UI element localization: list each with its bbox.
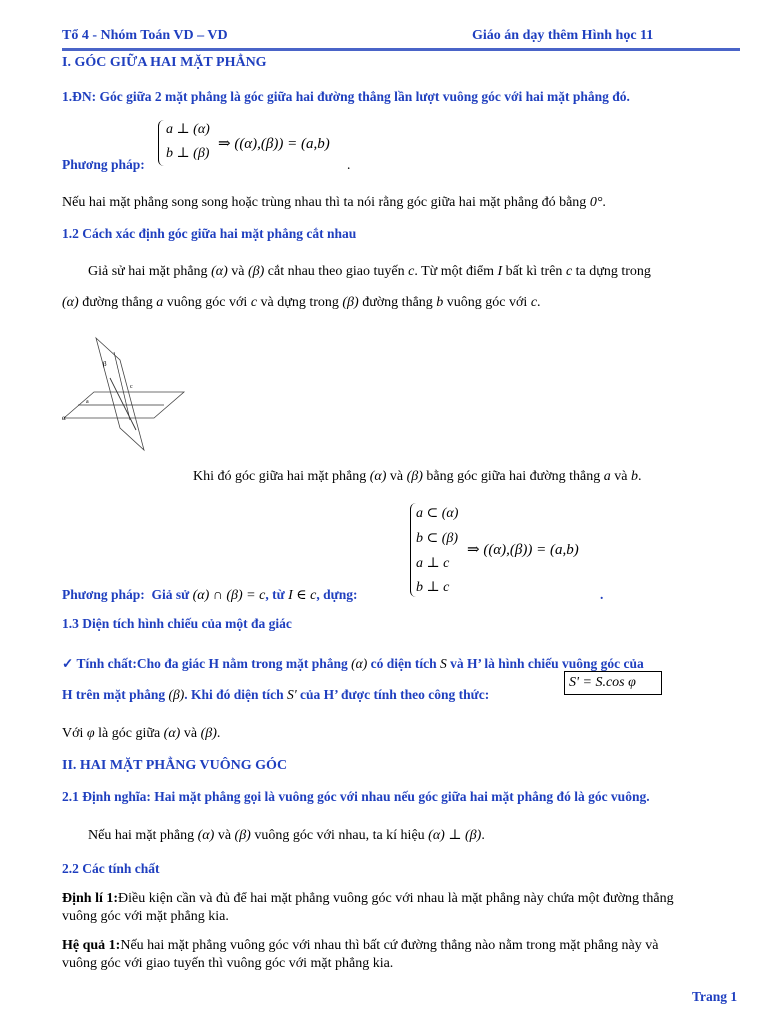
def-text: Nếu hai mặt phẳng [88,828,195,843]
property-text: có diện tích [370,656,437,671]
beta-symbol: (β) [168,687,185,702]
conclusion-text: bằng góc giữa hai đường thẳng [426,469,601,484]
with-text: Với [62,726,84,741]
line-c-symbol: c [408,264,415,279]
p12-text: bất kì trên [505,264,563,279]
property-line2 [62,687,489,703]
subsection-1-2-title: 1.2 Cách xác định góc giữa hai mặt phẳng cắt nhau [62,226,357,241]
corollary-1-line1: Nếu hai mặt phẳng vuông góc với nhau thì bất cứ đường thẳng nào nằm trong mặt phẳng này và [120,938,659,953]
perpendicular-def-line [88,827,485,844]
alpha-symbol: (α) [351,656,368,671]
area-s-symbol: S [439,656,447,671]
method2-text: , từ [265,587,285,602]
def-dot: . [481,828,485,843]
definition-2-1-title: 2.1 Định nghĩa: Hai mặt phẳng gọi là vuông góc với nhau nếu góc giữa hai mặt phẳng đó là góc vuông. [62,789,650,804]
beta-symbol: (β) [406,469,423,484]
line-a-symbol: a [156,295,164,310]
figure-label-alpha: α [62,414,66,422]
alpha-symbol: (α) [369,469,387,484]
method1-dot: . [347,157,351,172]
alpha-symbol: (α) [163,726,181,741]
system2-result: ⇒ ((α),(β)) = (a,b) [467,542,579,558]
p12-line2 [62,295,541,311]
with-dot: . [216,726,221,741]
area-s-prime-symbol: S' [287,687,297,702]
property-line1 [62,656,644,672]
p12-text: ta dựng trong [575,264,651,279]
method1-label: Phương pháp: [62,157,145,172]
conclusion-text: và [389,469,404,484]
property-text: Tính chất:Cho đa giác H nằm trong mặt phẳng [76,656,348,671]
header-rule [62,48,740,51]
perpendicular-notation: (α) ⊥ (β) [428,828,482,843]
p12-text: và dựng trong [260,295,339,310]
with-line [62,726,220,742]
property-text: của H’ được tính theo công thức: [300,687,490,702]
header-right: Giáo án dạy thêm Hình học 11 [472,28,654,43]
p12-text: . Từ một điểm [414,264,494,279]
method2-text: , dựng: [316,587,358,602]
point-i-symbol: I [497,264,503,279]
conclusion-text: Khi đó góc giữa hai mặt phẳng [193,469,367,484]
beta-symbol: (β) [200,726,217,741]
header-left: Tổ 4 - Nhóm Toán VD – VD [62,28,228,43]
point-on-c: I ∈ c [288,588,317,603]
line-b-symbol: b [436,295,444,310]
corollary-1-line2: vuông góc với giao tuyến thì vuông góc với mặt phẳng kia. [62,956,394,971]
theorem-1-line2: vuông góc với mặt phẳng kia. [62,909,229,924]
beta-symbol: (β) [234,828,251,843]
p12-text: đường thẳng [362,295,433,310]
beta-symbol: (β) [342,295,359,310]
line-a-symbol: a [603,469,611,484]
conclusion-dot: . [637,469,642,484]
p12-text: vuông góc với [166,295,248,310]
conclusion-line [193,469,641,485]
subsection-2-2-title: 2.2 Các tính chất [62,861,160,876]
p12-line1 [88,264,651,280]
conclusion-text: và [614,469,628,484]
line-c-symbol: c [530,295,538,310]
beta-symbol: (β) [247,264,265,279]
line-c-symbol: c [565,264,573,279]
property-text: H trên mặt phẳng [62,687,166,702]
alpha-symbol: (α) [62,295,79,310]
check-icon: ✓ [62,656,74,671]
system1-brace [158,120,165,166]
system2-line1: a ⊂ (α) [416,506,459,521]
p12-text: Giả sử hai mặt phẳng [88,264,208,279]
p12-text: đường thẳng [82,295,153,310]
theorem-1 [62,890,742,926]
intersecting-planes-figure [56,330,192,456]
line-c-symbol: c [250,295,258,310]
page-number: Trang 1 [692,989,738,1004]
with-text: là góc giữa [98,726,161,741]
alpha-symbol: (α) [211,264,228,279]
system2-line3: a ⊥ c [416,556,450,571]
method2-dot: . [600,587,604,602]
system2-line2: b ⊂ (β) [416,531,459,546]
property-text: . Khi đó diện tích [184,687,284,702]
theorem-1-label: Định lí 1: [62,891,119,906]
definition-1-title: 1.ĐN: Góc giữa 2 mặt phẳng là góc giữa hai đường thẳng lần lượt vuông góc với hai mặt phẳng đó. [62,89,630,104]
parallel-note-dot: . [602,195,606,210]
p12-text: vuông góc với [446,295,528,310]
system2-line4: b ⊥ c [416,580,450,595]
parallel-note-text: Nếu hai mặt phẳng song song hoặc trùng nhau thì ta nói rằng góc giữa hai mặt phẳng đó bằng [62,195,587,210]
area-formula-box: S' = S.cos φ [564,671,662,695]
method2-label: Phương pháp: [62,587,145,602]
line-b-symbol: b [630,469,638,484]
with-text: và [183,726,198,741]
zero-degree: 0° [589,195,603,210]
figure-label-beta: β [103,360,107,368]
subsection-1-3-title: 1.3 Diện tích hình chiếu của một đa giác [62,616,292,631]
system1-line2: b ⊥ (β) [166,146,210,161]
intersection-formula: (α) ∩ (β) = c [192,588,266,603]
theorem-1-line1: Điều kiện cần và đủ để hai mặt phẳng vuông góc với nhau là mặt phẳng này chứa một đường thẳng [118,891,674,906]
system1-line1: a ⊥ (α) [166,122,210,137]
method2-line [62,587,357,604]
def-text: vuông góc với nhau, ta kí hiệu [254,828,425,843]
system1-result: ⇒ ((α),(β)) = (a,b) [218,136,330,152]
property-text: và H’ là hình chiếu vuông góc của [450,656,644,671]
corollary-1-label: Hệ quả 1: [62,938,121,953]
phi-symbol: φ [86,726,95,741]
method2-text: Giả sử [151,587,190,602]
figure-label-c: c [130,384,133,390]
corollary-1 [62,937,742,973]
figure-label-a: a [86,399,89,405]
def-text: và [217,828,232,843]
section1-title: I. GÓC GIỮA HAI MẶT PHẲNG [62,55,267,70]
alpha-symbol: (α) [197,828,215,843]
section2-title: II. HAI MẶT PHẲNG VUÔNG GÓC [62,758,288,773]
p12-text: cắt nhau theo giao tuyến [267,264,405,279]
p12-text: và [231,264,245,279]
p12-dot: . [537,295,541,310]
parallel-note [62,195,606,211]
